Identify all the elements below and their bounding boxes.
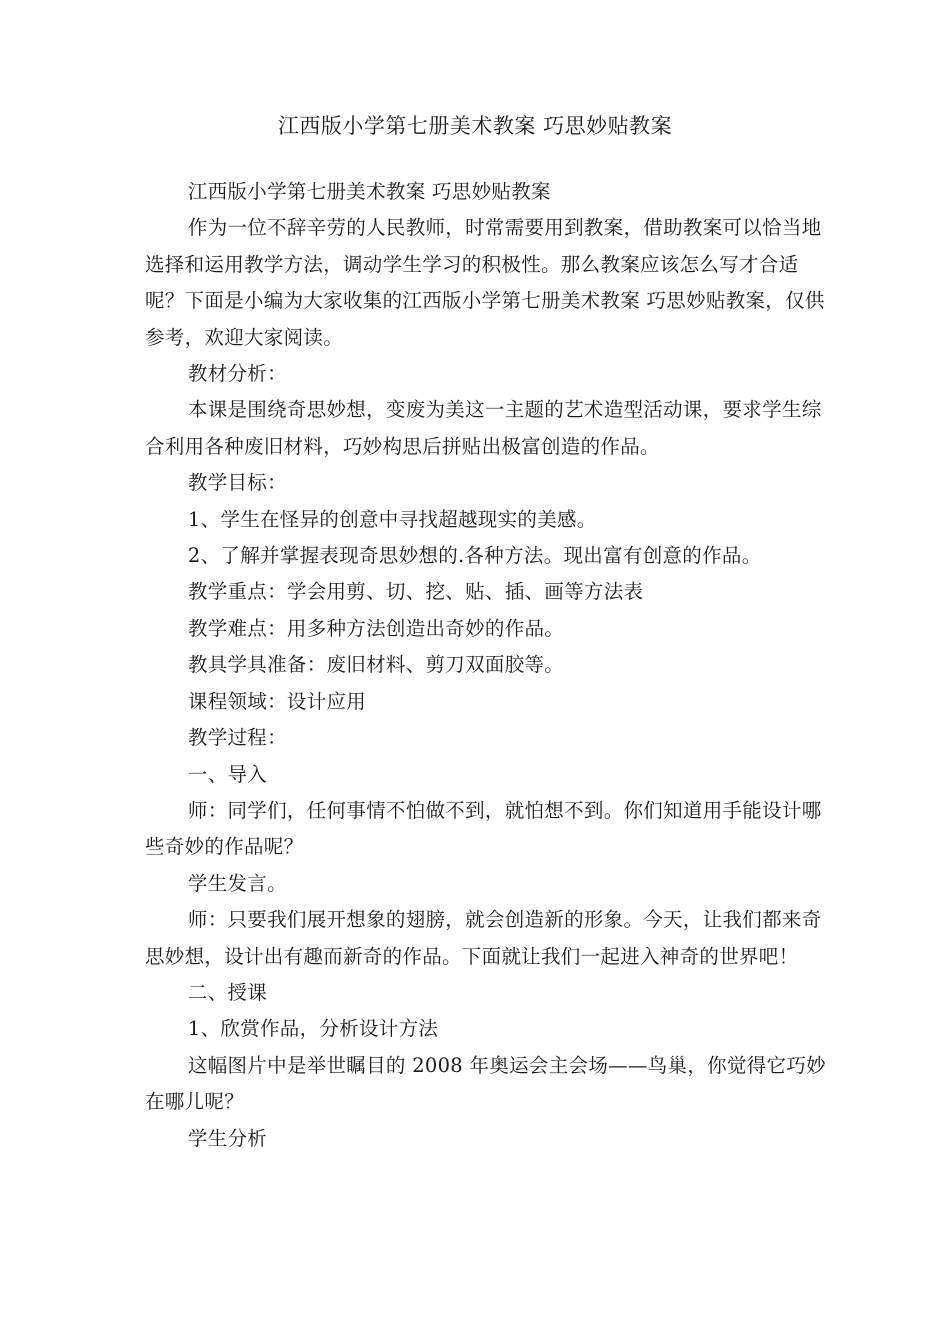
paragraph-subtitle: 江西版小学第七册美术教案 巧思妙贴教案 [187, 180, 551, 203]
heading-appreciate-works: 1、欣赏作品，分析设计方法 [187, 1017, 439, 1041]
paragraph-teacher-1: 师：同学们，任何事情不怕做不到，就怕想不到。你们知道用手能设计哪些奇妙的作品呢？ [145, 798, 822, 859]
document-body [145, 174, 835, 1157]
paragraph-teacher-2: 师：只要我们展开想象的翅膀，就会创造新的形象。今天，让我们都来奇思妙想，设计出有趣而新奇的作品。下面就让我们一起进入神奇的世界吧！ [145, 908, 822, 968]
heading-material-analysis: 教材分析： [187, 362, 287, 386]
heading-lecture: 二、授课 [187, 980, 268, 1004]
paragraph-materials: 教具学具准备：废旧材料、剪刀双面胶等。 [187, 653, 565, 677]
goal-item-1: 1、学生在怪异的创意中寻找超越现实的美感。 [187, 507, 597, 531]
paragraph-course-field: 课程领域：设计应用 [187, 689, 367, 713]
paragraph-difficulties: 教学难点：用多种方法创造出奇妙的作品。 [187, 616, 565, 640]
paragraph-student-speak: 学生发言。 [187, 871, 287, 895]
document-title: 江西版小学第七册美术教案 巧思妙贴教案 [277, 114, 673, 138]
paragraph-material-analysis: 本课是围绕奇思妙想，变废为美这一主题的艺术造型活动课，要求学生综合利用各种废旧材料，巧妙构思后拼贴出极富创造的作品。 [145, 398, 822, 458]
heading-teaching-process: 教学过程： [187, 726, 287, 750]
paragraph-intro: 作为一位不辞辛劳的人民教师，时常需要用到教案，借助教案可以恰当地选择和运用教学方法，调动学生学习的积极性。那么教案应该怎么写才合适呢？下面是小编为大家收集的江西版小学第七册美术教案 巧思妙贴教案，仅供参考，欢迎大家阅读。 [145, 216, 825, 349]
paragraph-birds-nest: 这幅图片中是举世瞩目的 2008 年奥运会主会场——鸟巢，你觉得它巧妙在哪儿呢？ [145, 1053, 826, 1114]
goal-item-2: 2、了解并掌握表现奇思妙想的.各种方法。现出富有创意的作品。 [187, 544, 762, 568]
paragraph-key-points: 教学重点：学会用剪、切、挖、贴、插、画等方法表 [187, 580, 644, 604]
paragraph-student-analysis: 学生分析 [187, 1126, 268, 1150]
heading-teaching-goals: 教学目标： [187, 471, 287, 495]
heading-introduction: 一、导入 [187, 762, 268, 786]
